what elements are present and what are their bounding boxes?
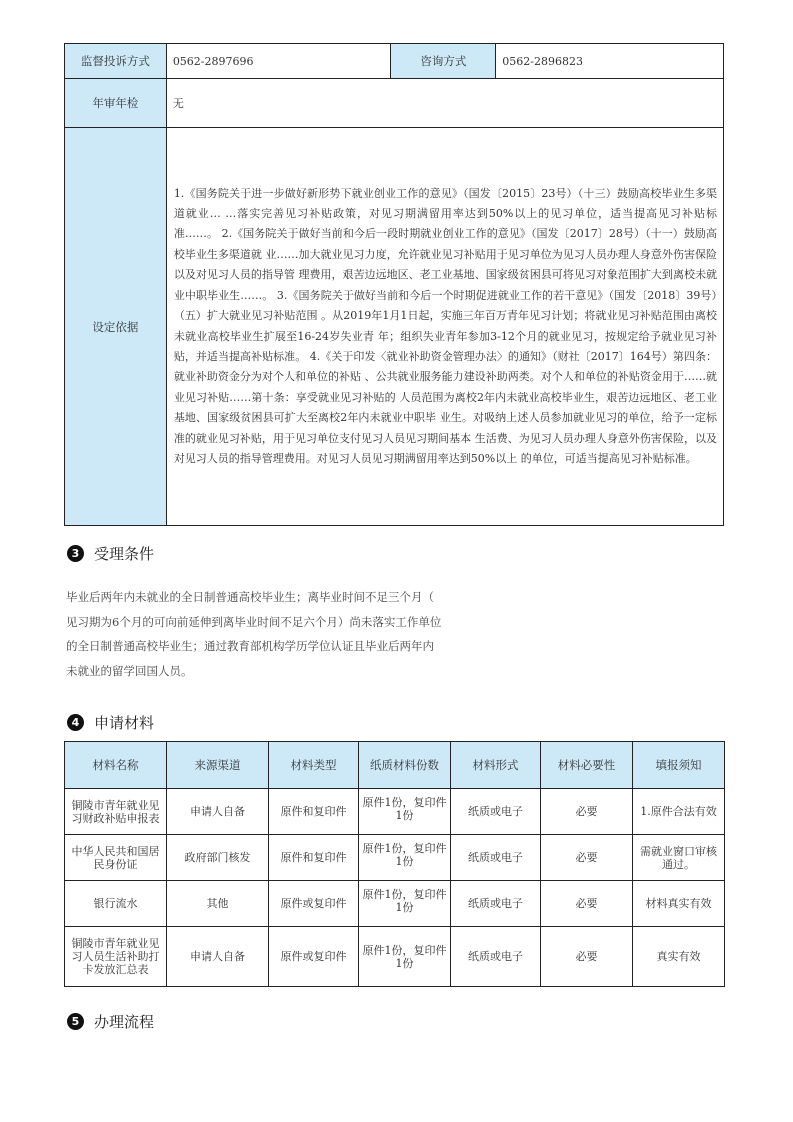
material-count: 原件1份，复印件1份 (359, 927, 451, 987)
consult-phone: 0562-2896823 (496, 44, 724, 79)
header-paper-count: 纸质材料份数 (359, 742, 451, 789)
table-row (65, 789, 725, 835)
material-notes: 真实有效 (633, 927, 725, 987)
material-source: 其他 (167, 881, 269, 927)
material-source: 政府部门核发 (167, 835, 269, 881)
table-header-row (65, 742, 725, 789)
header-source: 来源渠道 (167, 742, 269, 789)
material-form: 纸质或电子 (451, 881, 541, 927)
header-form: 材料形式 (451, 742, 541, 789)
section-3-heading (67, 543, 154, 564)
condition-line: 的全日制普通高校毕业生；通过教育部机构学历学位认证且毕业后两年内 (66, 639, 434, 653)
material-form: 纸质或电子 (451, 927, 541, 987)
material-necessity: 必要 (541, 835, 633, 881)
material-source: 申请人自备 (167, 789, 269, 835)
material-type: 原件和复印件 (269, 789, 359, 835)
table-row (65, 881, 725, 927)
material-count: 原件1份，复印件1份 (359, 789, 451, 835)
section-4-heading (67, 712, 154, 733)
material-necessity: 必要 (541, 789, 633, 835)
material-count: 原件1份，复印件1份 (359, 881, 451, 927)
material-notes: 1.原件合法有效 (633, 789, 725, 835)
material-count: 原件1份，复印件1份 (359, 835, 451, 881)
table-row (65, 835, 725, 881)
header-necessity: 材料必要性 (541, 742, 633, 789)
section-number-5-icon: 5 (67, 1013, 84, 1030)
basis-label: 设定依据 (65, 128, 167, 526)
material-form: 纸质或电子 (451, 789, 541, 835)
material-notes: 需就业窗口审核通过。 (633, 835, 725, 881)
header-notes: 填报须知 (633, 742, 725, 789)
section-4-title: 申请材料 (94, 714, 155, 732)
section-5-title: 办理流程 (94, 1013, 155, 1031)
material-name: 银行流水 (65, 881, 167, 927)
material-type: 原件或复印件 (269, 881, 359, 927)
material-form: 纸质或电子 (451, 835, 541, 881)
material-notes: 材料真实有效 (633, 881, 725, 927)
section-number-3-icon: 3 (67, 545, 84, 562)
material-name: 中华人民共和国居民身份证 (65, 835, 167, 881)
section-3-title: 受理条件 (94, 545, 155, 563)
materials-table (64, 741, 725, 987)
material-name: 铜陵市青年就业见习人员生活补助打卡发放汇总表 (65, 927, 167, 987)
consult-label: 咨询方式 (391, 44, 496, 79)
material-necessity: 必要 (541, 881, 633, 927)
condition-line: 未就业的留学回国人员。 (66, 663, 193, 678)
section-number-4-icon: 4 (67, 714, 84, 731)
info-table (64, 43, 724, 526)
supervision-label: 监督投诉方式 (65, 44, 167, 79)
supervision-phone: 0562-2897696 (166, 44, 391, 79)
material-type: 原件或复印件 (269, 927, 359, 987)
material-source: 申请人自备 (167, 927, 269, 987)
condition-line: 见习期为6个月的可向前延伸到离毕业时间不足六个月）尚未落实工作单位 (66, 614, 442, 629)
material-name: 铜陵市青年就业见习财政补贴申报表 (65, 789, 167, 835)
condition-line: 毕业后两年内未就业的全日制普通高校毕业生；离毕业时间不足三个月（ (66, 590, 434, 604)
acceptance-conditions (66, 585, 466, 683)
header-type: 材料类型 (269, 742, 359, 789)
table-row (65, 927, 725, 987)
basis-text: 1.《国务院关于进一步做好新形势下就业创业工作的意见》（国发〔2015〕23号）（十三）鼓励高校毕业生多渠道就业… …落实完善见习补贴政策，对见习期满留用率达到50%以上的见习单位，适当提高见习补贴标准……。 2.《国务院关于做好当前和今后一段时期就业创业工作的意见》（国发〔2017〕28号）（十一）鼓励高校毕业生多渠道就 业……加大就业见习力度，允许就业见习补贴用于见习单位为见习人员办理人身意外伤害保险以及对见习人员的指导管 理费用，艰苦边远地区、老工业基地、国家级贫困县可将见习对象范围扩大到离校未就业中职毕业生……。 3.《国务院关于做好当前和今后一个时期促进就业工作的若干意见》（国发〔2018〕39号）（五）扩大就业见习补贴范围 。从2019年1月1日起，实施三年百万青年见习计划；将就业见习补贴范围由离校未就业高校毕业生扩展至16-24岁失业青 年；组织失业青年参加3-12个月的就业见习，按规定给予就业见习补贴，并适当提高补贴标准。 4.《关于印发〈就业补助资金管理办法〉的通知》（财社〔2017〕164号）第四条：就业补助资金分为对个人和单位的补贴 、公共就业服务能力建设补助两类。对个人和单位的补贴资金用于……就业见习补贴……第十条：享受就业见习补贴的 人员范围为离校2年内未就业高校毕业生，艰苦边远地区、老工业基地、国家级贫困县可扩大至离校2年内未就业中职毕 业生。对吸纳上述人员参加就业见习的单位，给予一定标准的就业见习补贴，用于见习单位支付见习人员见习期间基本 生活费、为见习人员办理人身意外伤害保险，以及对见习人员的指导管理费用。对见习人员见习期满留用率达到50%以上 的单位，可适当提高见习补贴标准。 (166, 128, 723, 526)
section-5-heading (67, 1011, 154, 1032)
material-necessity: 必要 (541, 927, 633, 987)
material-type: 原件和复印件 (269, 835, 359, 881)
header-material-name: 材料名称 (65, 742, 167, 789)
annual-value: 无 (166, 79, 723, 128)
annual-label: 年审年检 (65, 79, 167, 128)
